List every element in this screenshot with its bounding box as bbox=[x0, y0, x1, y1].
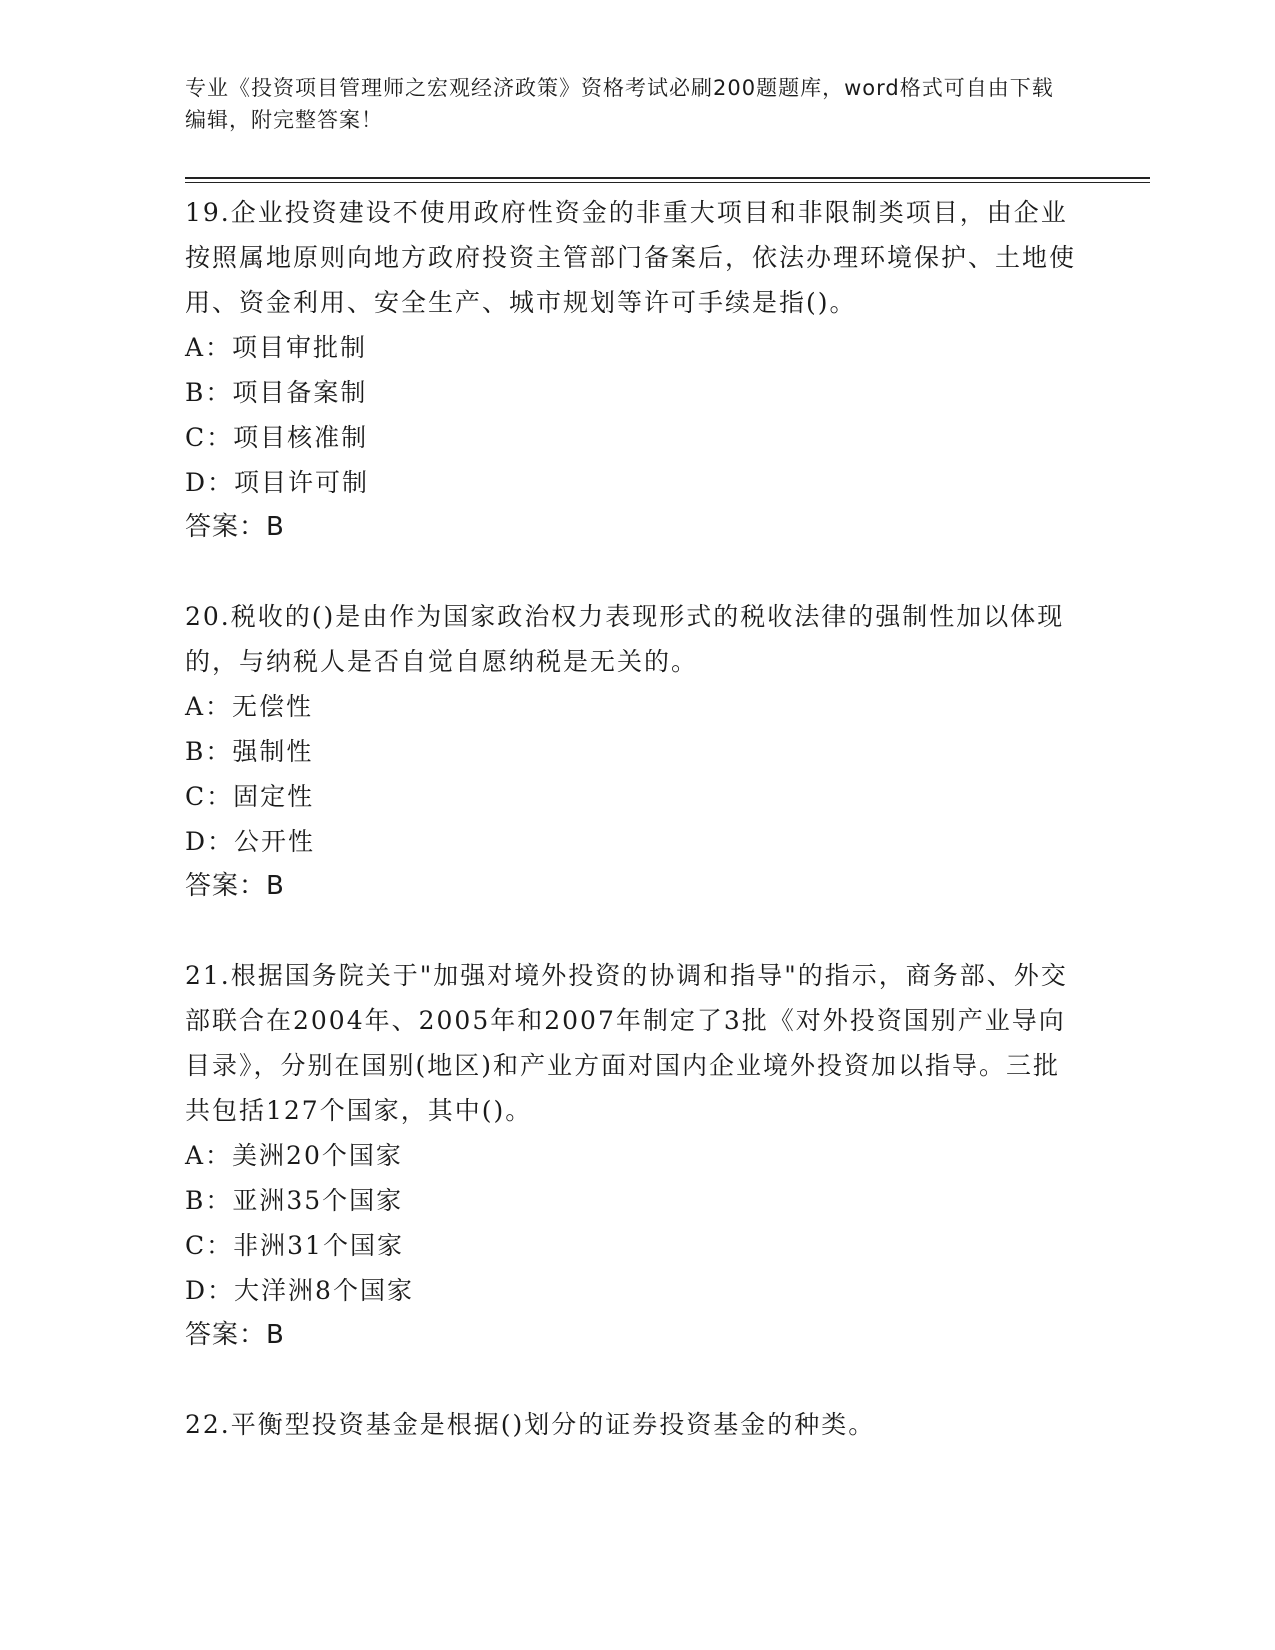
option-b: B：亚洲35个国家 bbox=[185, 1186, 404, 1215]
document-header: 专业《投资项目管理师之宏观经济政策》资格考试必刷200题题库，word格式可自由下载编辑，附完整答案！ bbox=[185, 76, 1054, 132]
question-19 bbox=[185, 190, 1085, 550]
question-22 bbox=[185, 1402, 1085, 1447]
question-21 bbox=[185, 953, 1085, 1358]
answer: 答案：B bbox=[185, 512, 285, 542]
answer: 答案：B bbox=[185, 871, 285, 901]
header-rule-thick bbox=[185, 177, 1150, 179]
option-b: B：强制性 bbox=[185, 737, 314, 766]
question-20 bbox=[185, 594, 1085, 909]
question-stem: 19.企业投资建设不使用政府性资金的非重大项目和非限制类项目，由企业按照属地原则向地方政府投资主管部门备案后，依法办理环境保护、土地使用、资金利用、安全生产、城市规划等许可手续是指()。 bbox=[185, 198, 1077, 317]
option-c: C：项目核准制 bbox=[185, 423, 369, 452]
header-rule-thin bbox=[185, 182, 1150, 183]
option-d: D：项目许可制 bbox=[185, 468, 370, 497]
option-c: C：固定性 bbox=[185, 782, 315, 811]
option-a: A：美洲20个国家 bbox=[185, 1141, 403, 1170]
answer: 答案：B bbox=[185, 1320, 285, 1350]
question-list bbox=[185, 190, 1085, 1491]
option-d: D：大洋洲8个国家 bbox=[185, 1276, 414, 1305]
option-c: C：非洲31个国家 bbox=[185, 1231, 404, 1260]
option-d: D：公开性 bbox=[185, 827, 316, 856]
question-stem: 20.税收的()是由作为国家政治权力表现形式的税收法律的强制性加以体现的，与纳税人是否自觉自愿纳税是无关的。 bbox=[185, 602, 1065, 676]
option-a: A：无偿性 bbox=[185, 692, 314, 721]
question-stem: 22.平衡型投资基金是根据()划分的证券投资基金的种类。 bbox=[185, 1410, 876, 1439]
option-b: B：项目备案制 bbox=[185, 378, 368, 407]
question-stem: 21.根据国务院关于"加强对境外投资的协调和指导"的指示，商务部、外交部联合在2004年、2005年和2007年制定了3批《对外投资国别产业导向目录》，分别在国别(地区)和产业方面对国内企业境外投资加以指导。三批共包括127个国家，其中()。 bbox=[185, 961, 1068, 1125]
option-a: A：项目审批制 bbox=[185, 333, 368, 362]
